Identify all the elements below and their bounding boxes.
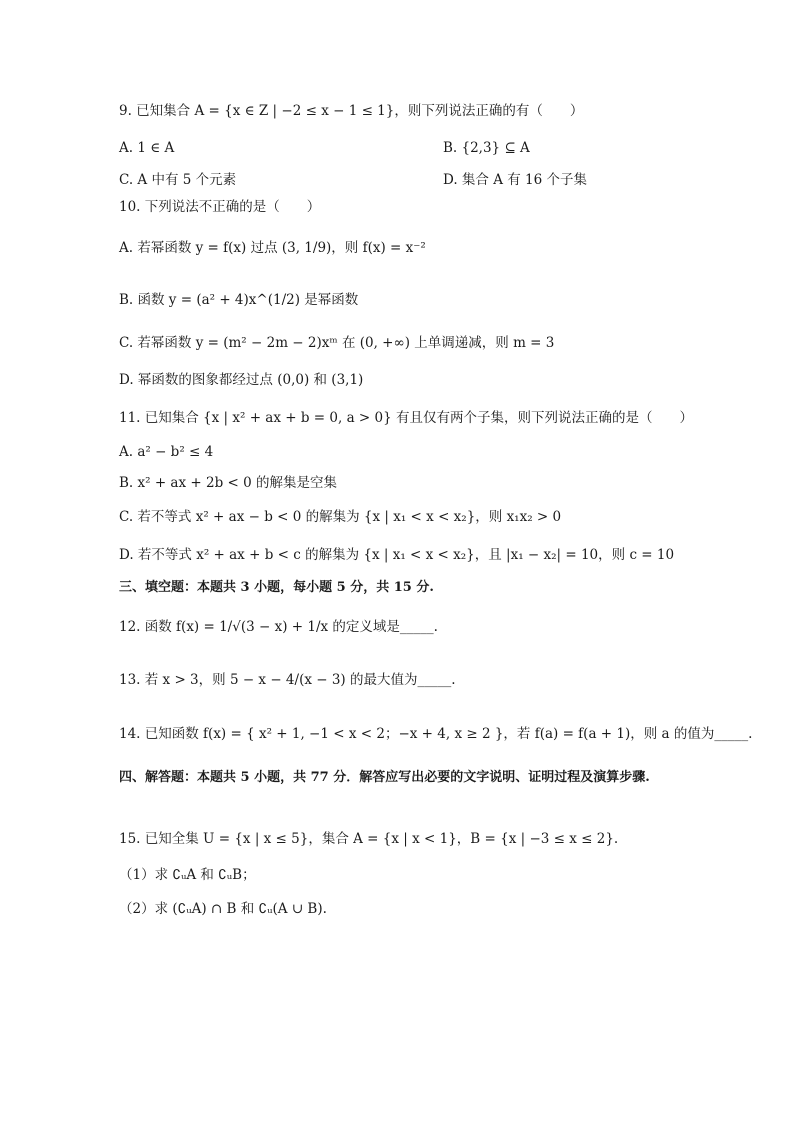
q13-text: 13. 若 x > 3，则 5 − x − 4/(x − 3) 的最大值为_____. [119,672,456,688]
q11-option-d: D. 若不等式 x² + ax + b < c 的解集为 {x | x₁ < x < x₂}，且 |x₁ − x₂| = 10，则 c = 10 [119,547,675,563]
q9-option-c: C. A 中有 5 个元素 [119,172,237,188]
q15-part2: （2）求 (∁ᵤA) ∩ B 和 ∁ᵤ(A ∪ B). [119,901,327,917]
q9-option-d: D. 集合 A 有 16 个子集 [443,172,588,188]
q14-text: 14. 已知函数 f(x) = { x² + 1, −1 < x < 2；−x + 4, x ≥ 2 }，若 f(a) = f(a + 1)，则 a 的值为_____. [119,726,753,742]
section-answer-heading: 四、解答题：本题共 5 小题，共 77 分．解答应写出必要的文字说明、证明过程及演算步骤. [119,770,650,785]
q9-option-b: B. {2,3} ⊆ A [443,140,530,156]
q12-text: 12. 函数 f(x) = 1/√(3 − x) + 1/x 的定义域是_____. [119,619,438,635]
q9-stem: 9. 已知集合 A = {x ∈ Z | −2 ≤ x − 1 ≤ 1}，则下列说法正确的有（ ） [119,103,584,119]
q9-option-a: A. 1 ∈ A [119,140,175,156]
q10-option-d: D. 幂函数的图象都经过点 (0,0) 和 (3,1) [119,372,364,388]
q11-option-b: B. x² + ax + 2b < 0 的解集是空集 [119,475,337,491]
q10-option-c: C. 若幂函数 y = (m² − 2m − 2)xᵐ 在 (0, +∞) 上单调递减，则 m = 3 [119,335,555,351]
q10-option-b: B. 函数 y = (a² + 4)x^(1/2) 是幂函数 [119,292,359,308]
section-fill-in-heading: 三、填空题：本题共 3 小题，每小题 5 分，共 15 分. [119,580,434,595]
q15-stem: 15. 已知全集 U = {x | x ≤ 5}，集合 A = {x | x < 1}，B = {x | −3 ≤ x ≤ 2}. [119,831,619,847]
q10-option-a: A. 若幂函数 y = f(x) 过点 (3, 1/9)，则 f(x) = x⁻² [119,240,426,256]
q11-option-a: A. a² − b² ≤ 4 [119,444,214,460]
q11-option-c: C. 若不等式 x² + ax − b < 0 的解集为 {x | x₁ < x < x₂}，则 x₁x₂ > 0 [119,509,562,525]
q15-part1: （1）求 ∁ᵤA 和 ∁ᵤB； [119,867,256,883]
q10-stem: 10. 下列说法不正确的是（ ） [119,199,321,215]
q11-stem: 11. 已知集合 {x | x² + ax + b = 0, a > 0} 有且仅有两个子集，则下列说法正确的是（ ） [119,410,693,426]
